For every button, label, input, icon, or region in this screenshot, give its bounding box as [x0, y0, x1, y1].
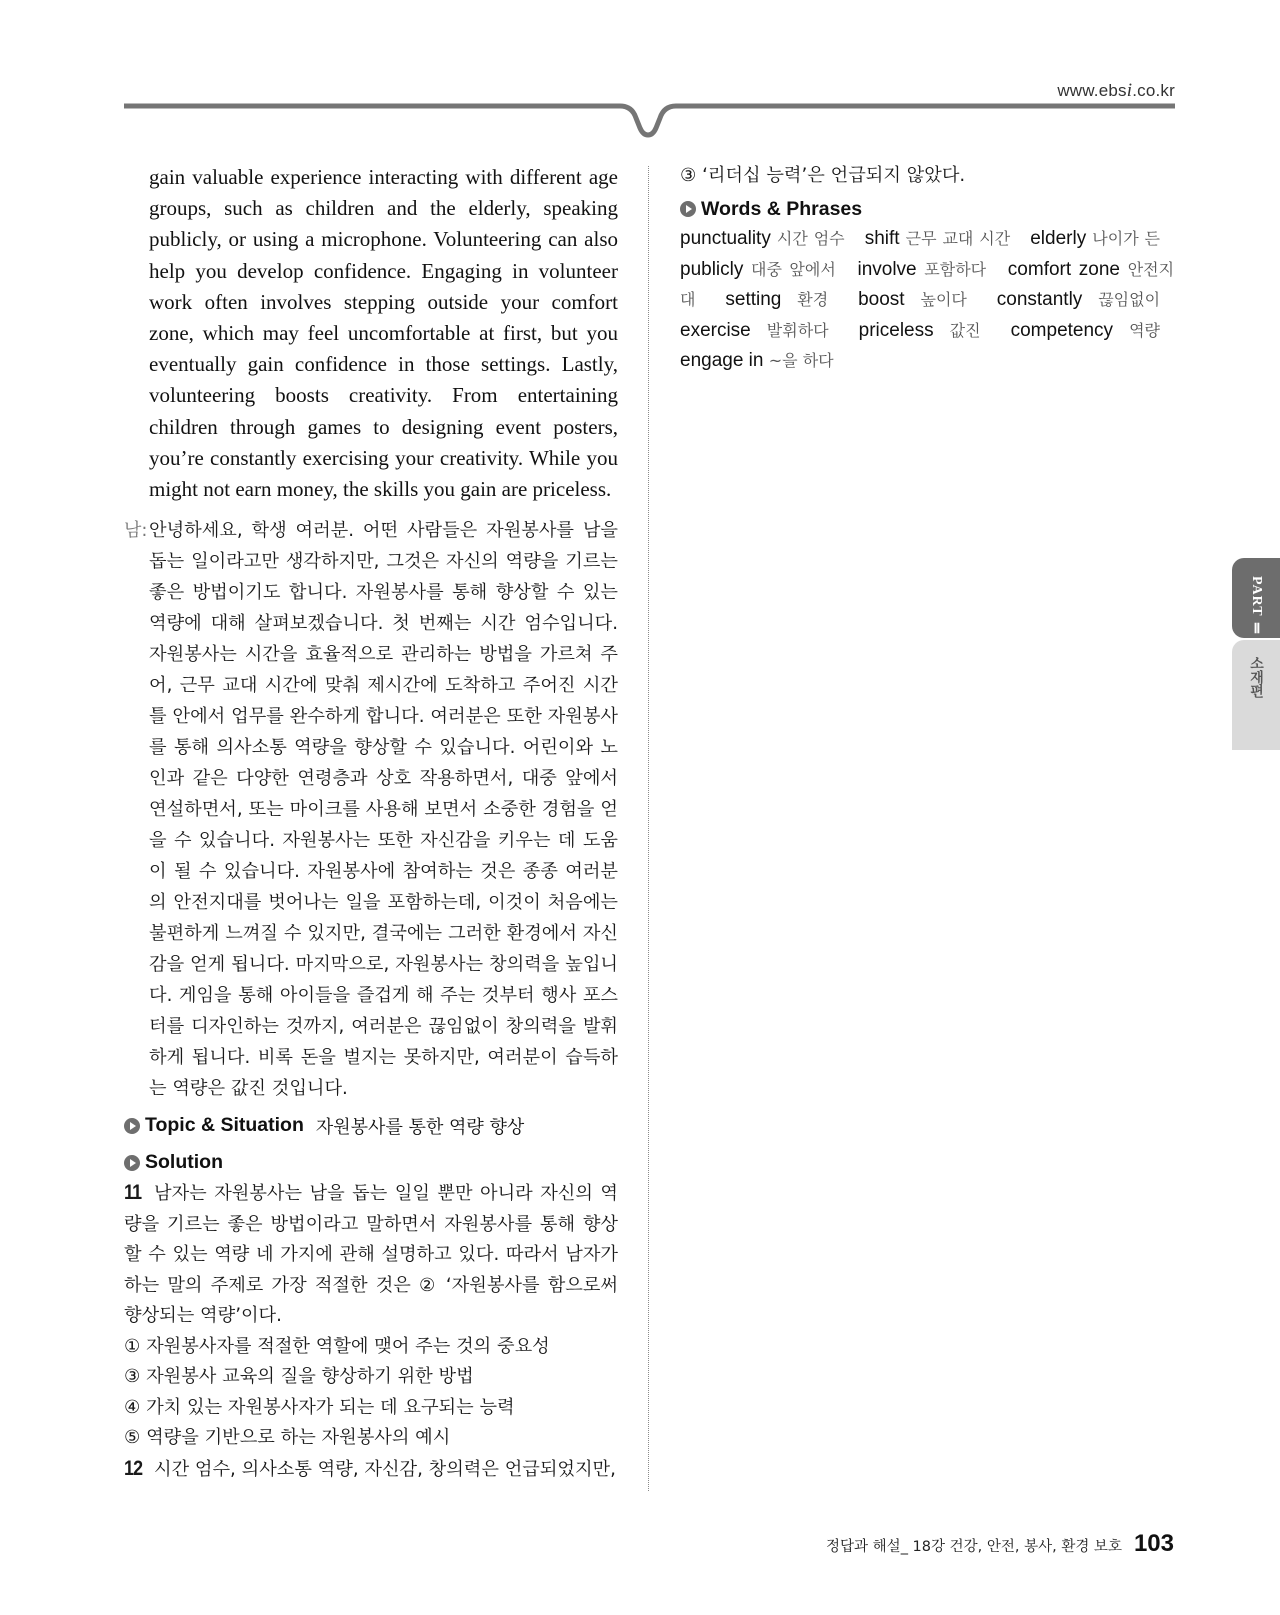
vocab-ko: 값진 — [949, 320, 981, 340]
question-number-12: 12 — [124, 1456, 143, 1480]
play-circle-icon — [124, 1155, 140, 1171]
solution-label: Solution — [145, 1151, 223, 1174]
side-tab-part-2[interactable] — [1232, 558, 1280, 638]
site-url-suffix: .co.kr — [1132, 81, 1175, 100]
vocab-ko: ~을 하다 — [768, 351, 834, 370]
right-column — [680, 160, 1174, 377]
vocab-item — [1030, 228, 1160, 249]
korean-translation — [124, 515, 618, 1104]
vocab-en: shift — [864, 228, 900, 249]
vocab-ko: 끊임없이 — [1098, 290, 1161, 309]
topic-label: Topic & Situation — [145, 1114, 304, 1137]
site-url-italic-i: i — [1126, 80, 1133, 101]
vocab-item — [997, 289, 1160, 310]
column-divider — [648, 166, 649, 1491]
vocab-en: publicly — [680, 258, 744, 280]
vocab-ko: 나이가 든 — [1092, 229, 1161, 248]
left-column — [124, 162, 618, 1485]
running-title: 정답과 해설_ 18강 건강, 안전, 봉사, 환경 보호 — [826, 1539, 1122, 1555]
header-rule-divider — [0, 0, 1280, 160]
vocab-ko: 시간 엄수 — [776, 229, 845, 248]
answer-11 — [124, 1178, 618, 1332]
vocab-item — [680, 350, 834, 371]
answer-12-continued: ③ ‘리더십 능력’은 언급되지 않았다. — [680, 165, 966, 186]
vocab-en: elderly — [1030, 228, 1087, 249]
topic-value: 자원봉사를 통한 역량 향상 — [315, 1116, 525, 1138]
solution-body — [124, 1178, 618, 1485]
vocab-item — [1011, 320, 1160, 341]
vocab-item — [680, 320, 829, 341]
answer-11-text: 남자는 자원봉사는 남을 돕는 일일 뿐만 아니라 자신의 역량을 기르는 좋은 방법이라고 말하면서 자원봉사를 통해 향상할 수 있는 역량 네 가지에 관해 설명하고 있다. 따라서 남자가 하는 말의 주제로 가장 적절한 것은 ② ‘자원봉사를 함으로써 향상되는 역량’이다. — [124, 1183, 618, 1327]
option-5: ⑤ 역량을 기반으로 하는 자원봉사의 예시 — [124, 1427, 451, 1449]
vocab-en: engage in — [680, 350, 764, 371]
vocab-en: exercise — [680, 319, 751, 341]
vocab-en: competency — [1010, 319, 1114, 341]
play-circle-icon — [680, 201, 696, 217]
vocab-ko: 환경 — [797, 290, 829, 309]
vocab-item — [857, 259, 986, 280]
page-number: 103 — [1133, 1530, 1174, 1557]
vocab-en: punctuality — [680, 228, 771, 249]
play-circle-icon — [124, 1118, 140, 1134]
vocab-item — [680, 259, 836, 280]
words-phrases-label: Words & Phrases — [701, 197, 863, 220]
solution-heading — [124, 1147, 618, 1178]
vocab-en: constantly — [996, 289, 1083, 310]
vocab-ko: 역량 — [1129, 320, 1161, 340]
page-footer — [826, 1530, 1174, 1558]
words-phrases-list — [680, 224, 1174, 377]
option-1: ① 자원봉사자를 적절한 역할에 맺어 주는 것의 중요성 — [124, 1335, 550, 1357]
vocab-en: priceless — [858, 319, 934, 341]
vocab-item — [859, 320, 981, 341]
side-tab-part-label: PART Ⅱ — [1249, 576, 1264, 638]
vocab-item — [865, 228, 1010, 249]
vocab-ko: 포함하다 — [924, 259, 987, 279]
site-url-prefix: www.ebs — [1057, 81, 1127, 100]
words-phrases-heading — [680, 194, 1174, 224]
side-tab-section[interactable] — [1232, 640, 1280, 750]
option-4: ④ 가치 있는 자원봉사자가 되는 데 요구되는 능력 — [124, 1396, 515, 1418]
question-number-11: 11 — [124, 1181, 142, 1205]
answer-12 — [124, 1454, 618, 1486]
side-tab-section-label: 소재편 — [1248, 656, 1264, 698]
vocab-en: involve — [857, 258, 917, 280]
english-script-passage: gain valuable experience interacting with different age groups, such as children and the elderly, speaking publicly, or using a microphone. Volunteering can also help you develop confidence. Engaging in volunteer work often involves stepping outside your comfort zone, which may feel uncomfortable at first, but you eventually gain confidence in those settings. Lastly, volunteering boosts creativity. From entertaining children through games to designing event posters, you’re constantly exercising your creativity. While you might not earn money, the skills you gain are priceless. — [149, 165, 618, 502]
vocab-en: boost — [858, 289, 905, 310]
vocab-item — [725, 289, 828, 310]
answer-12-text: 시간 엄수, 의사소통 역량, 자신감, 창의력은 언급되었지만, — [154, 1458, 616, 1480]
vocab-en: setting — [725, 289, 782, 310]
vocab-item — [858, 289, 967, 310]
vocab-en: comfort zone — [1007, 258, 1121, 280]
vocab-item — [680, 228, 845, 249]
vocab-ko: 높이다 — [920, 290, 967, 309]
vocab-ko: 근무 교대 시간 — [905, 229, 1011, 248]
option-3: ③ 자원봉사 교육의 질을 향상하기 위한 방법 — [124, 1366, 474, 1388]
speaker-label: 남: — [124, 520, 148, 542]
topic-heading — [124, 1110, 618, 1141]
vocab-ko: 발휘하다 — [766, 320, 829, 340]
vocab-ko: 대중 앞에서 — [751, 259, 836, 279]
korean-translation-text: 안녕하세요, 학생 여러분. 어떤 사람들은 자원봉사를 남을 돕는 일이라고만 생각하지만, 그것은 자신의 역량을 기르는 좋은 방법이기도 합니다. 자원봉사를 통해 향상할 수 있는 역량에 대해 살펴보겠습니다. 첫 번째는 시간 엄수입니다. 자원봉사는 시간을 효율적으로 관리하는 방법을 가르쳐 주어, 근무 교대 시간에 맞춰 제시간에 도착하고 주어진 시간 틀 안에서 업무를 완수하게 합니다. 여러분은 또한 자원봉사를 통해 의사소통 역량을 향상할 수 있습니다. 어린이와 노인과 같은 다양한 연령층과 상호 작용하면서, 대중 앞에서 연설하면서, 또는 마이크를 사용해 보면서 소중한 경험을 얻을 수 있습니다. 자원봉사는 또한 자신감을 키우는 데 도움이 될 수 있습니다. 자원봉사에 참여하는 것은 종종 여러분의 안전지대를 벗어나는 일을 포함하는데, 이것이 처음에는 불편하게 느껴질 수 있지만, 결국에는 그러한 환경에서 자신감을 얻게 됩니다. 마지막으로, 자원봉사는 창의력을 높입니다. 게임을 통해 아이들을 즐겁게 해 주는 것부터 행사 포스터를 디자인하는 것까지, 여러분은 끊임없이 창의력을 발휘하게 됩니다. 비록 돈을 벌지는 못하지만, 여러분이 습득하는 역량은 값진 것입니다. — [149, 520, 618, 1100]
vocab-ko: 안전지대 — [680, 259, 1175, 309]
